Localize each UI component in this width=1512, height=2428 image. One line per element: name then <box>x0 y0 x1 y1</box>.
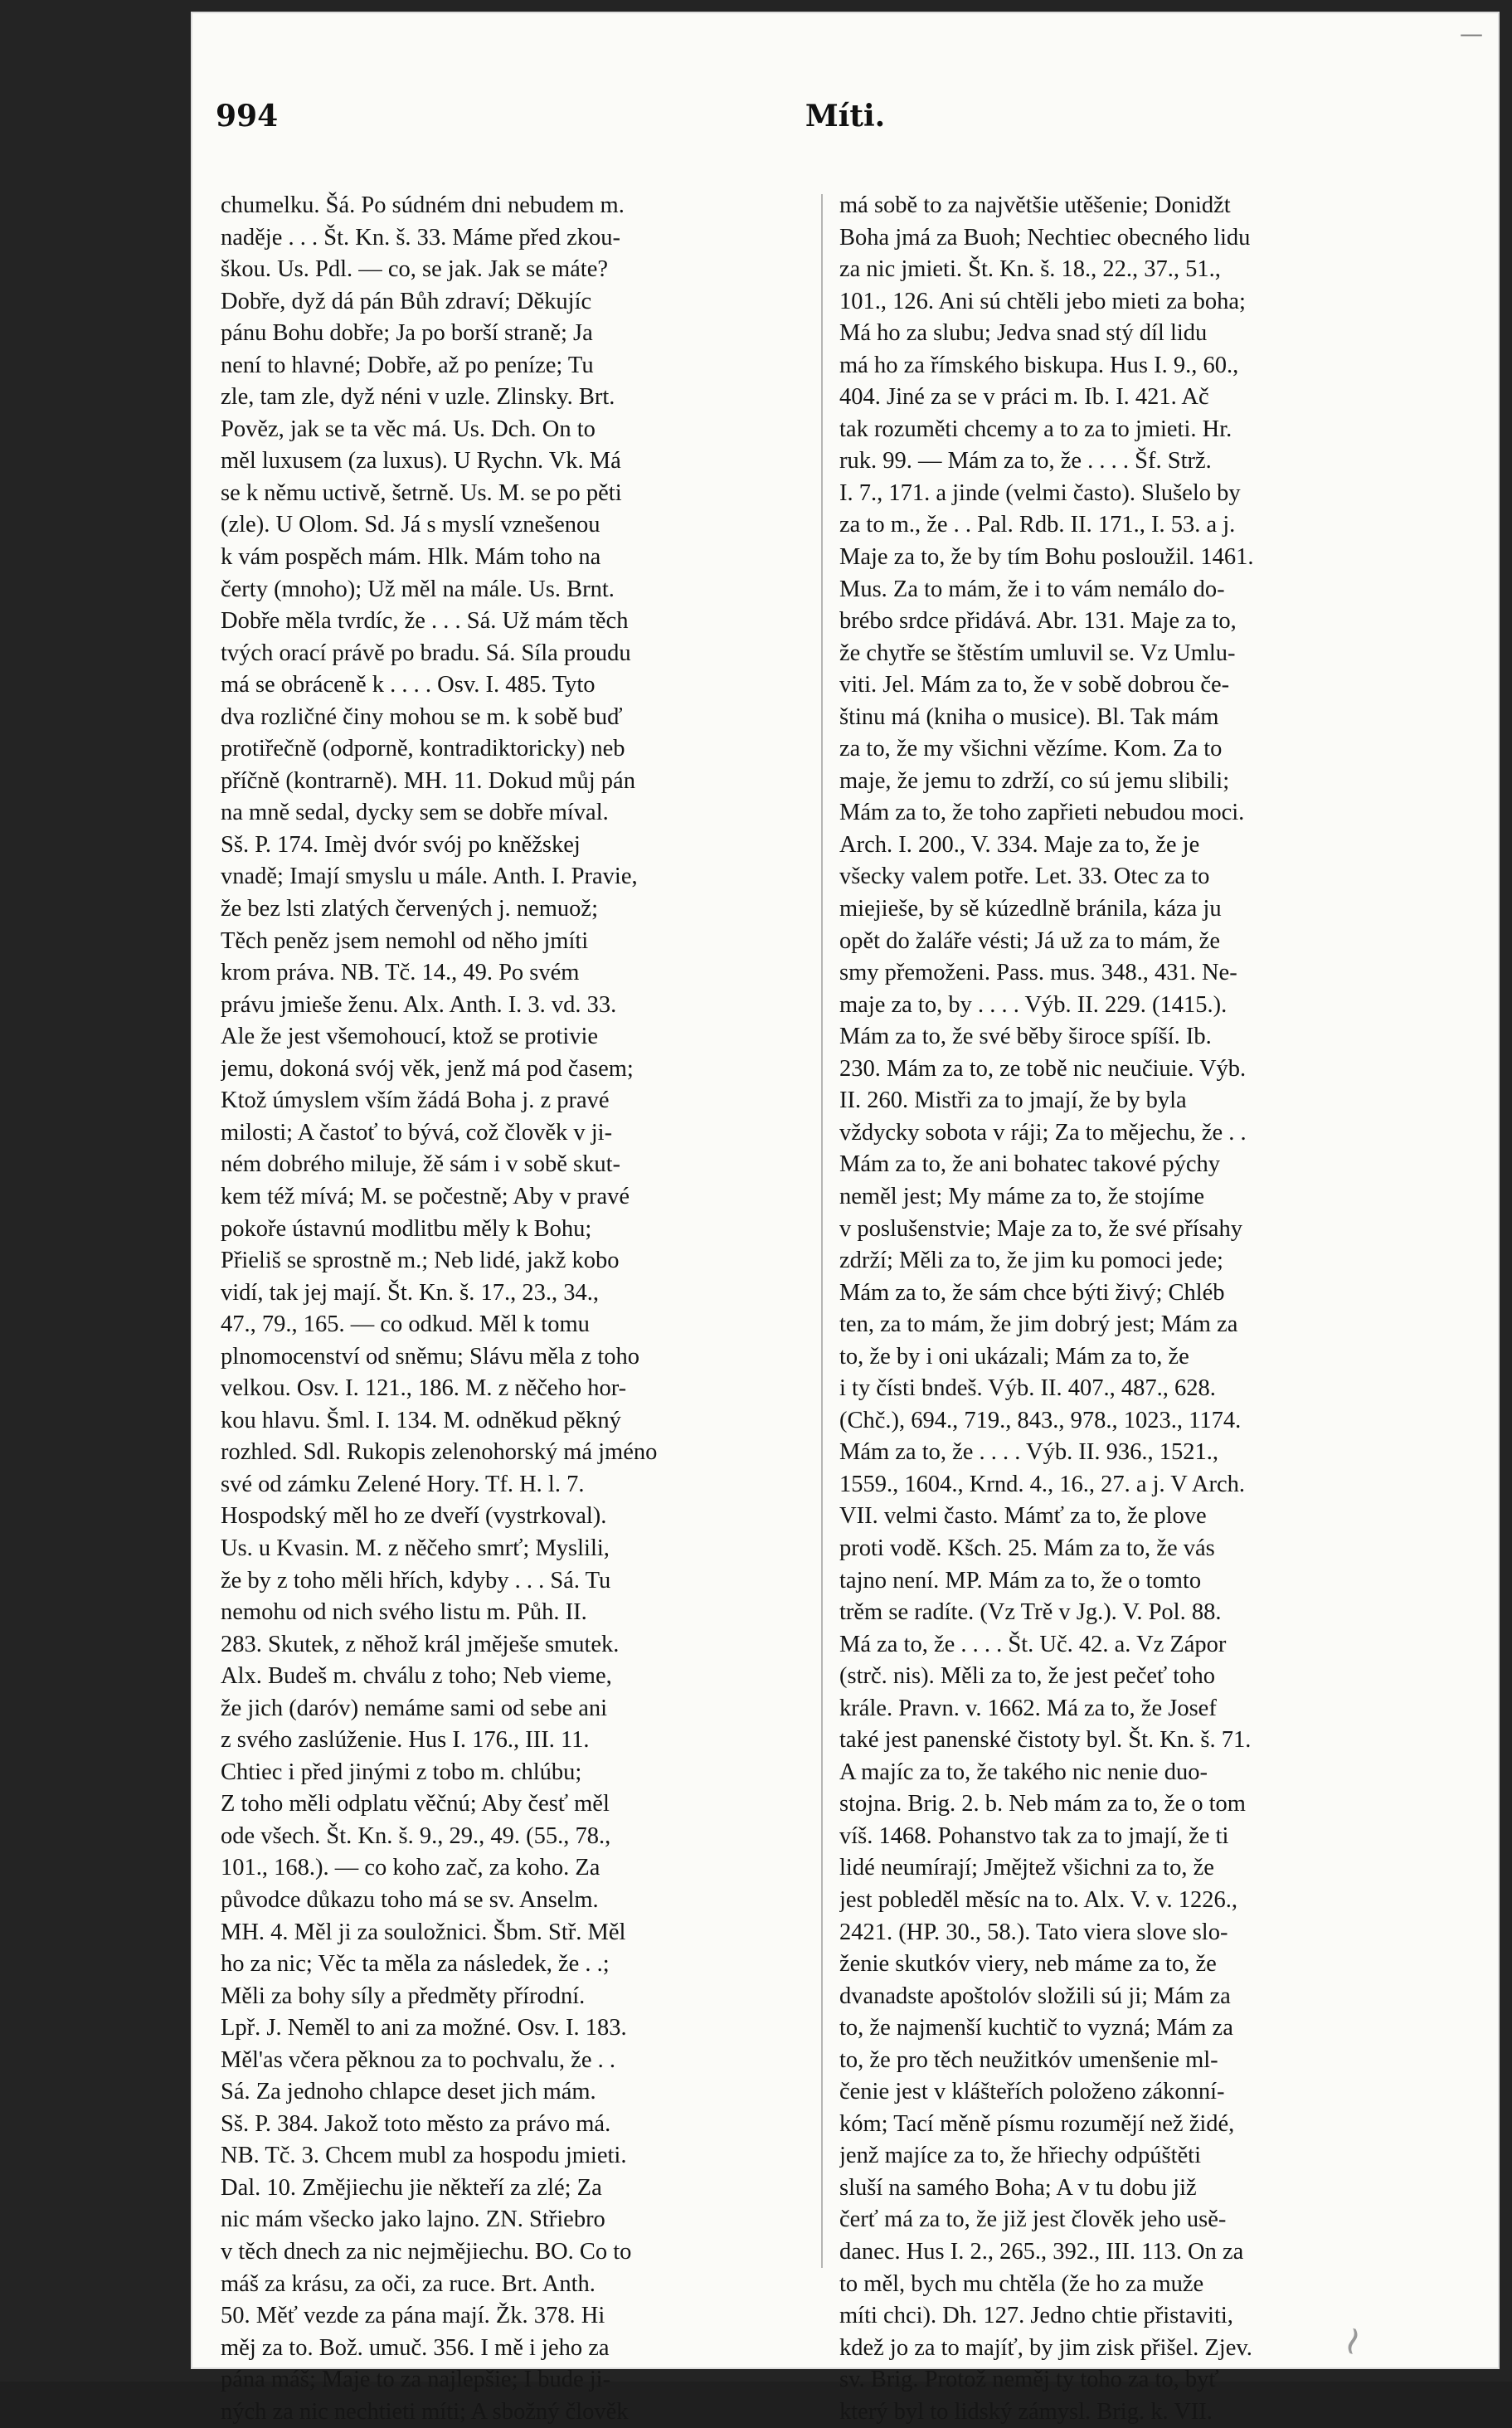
text-line: nic mám všecko jako lajno. ZN. Střiebro <box>221 2207 605 2233</box>
text-line: který byl to lidský zámysl. Brig. k. VII. <box>839 2398 1213 2425</box>
text-line: zdrží; Měli za to, že jim ku pomoci jede; <box>839 1248 1223 1274</box>
text-line: vnadě; Imají smyslu u mále. Anth. I. Pravie, <box>221 864 638 890</box>
text-line: Mám za to, že . . . . Výb. II. 936., 1521., <box>839 1439 1218 1466</box>
text-line: dvanadste apoštolóv složili sú ji; Mám za <box>839 1983 1231 2009</box>
text-line: za nic jmieti. Št. Kn. š. 18., 22., 37., 51., <box>839 256 1221 283</box>
text-line: kdež jo za to majíť, by jim zisk přišel. Zjev. <box>839 2334 1252 2361</box>
text-line: míti chci). Dh. 127. Jedno chtie přistaviti, <box>839 2303 1233 2329</box>
text-line: v poslušenstvie; Maje za to, že své přísahy <box>839 1215 1242 1242</box>
text-line: víš. 1468. Pohanstvo tak za to jmají, že ti <box>839 1822 1229 1849</box>
text-line: původce důkazu toho má se sv. Anselm. <box>221 1886 599 1913</box>
text-line: 47., 79., 165. — co odkud. Měl k tomu <box>221 1311 590 1338</box>
text-line: miejieše, by sě kúzedlně bránila, káza ju <box>839 896 1222 922</box>
text-line: Měl'as včera pěknou za to pochvalu, že . . <box>221 2046 615 2073</box>
text-line: II. 260. Mistři za to jmají, že by byla <box>839 1087 1187 1114</box>
right-column <box>839 190 1437 2428</box>
text-line: za to, že my všichni vězíme. Kom. Za to <box>839 736 1223 762</box>
text-line: čenie jest v klášteřích položeno zákonní- <box>839 2079 1225 2105</box>
text-line: (Chč.), 694., 719., 843., 978., 1023., 1174. <box>839 1407 1242 1433</box>
text-line: naděje . . . Št. Kn. š. 33. Máme před zkou- <box>221 224 621 251</box>
text-line: z svého zaslúženie. Hus I. 176., III. 11. <box>221 1727 590 1754</box>
text-line: že jich (daróv) nemáme sami od sebe ani <box>221 1695 608 1721</box>
text-line: vždycky sobota v ráji; Za to mějechu, že . . <box>839 1119 1247 1146</box>
text-line: máš za krásu, za oči, za ruce. Brt. Anth. <box>221 2270 596 2297</box>
text-line: 1559., 1604., Krnd. 4., 16., 27. a j. V Arch. <box>839 1471 1245 1497</box>
text-line: ženie skutkóv viery, neb máme za to, že <box>839 1951 1217 1978</box>
text-line: rozhled. Sdl. Rukopis zelenohorský má jméno <box>221 1439 658 1466</box>
text-line: Těch peněz jsem nemohl od něho jmíti <box>221 927 589 954</box>
text-line: čerť má za to, že již jest člověk jeho usě- <box>839 2207 1227 2233</box>
text-line: že by z toho měli hřích, kdyby . . . Sá. Tu <box>221 1567 611 1594</box>
text-line: (strč. nis). Měli za to, že jest pečeť toho <box>839 1663 1215 1690</box>
text-line: má se obráceně k . . . . Osv. I. 485. Tyto <box>221 672 596 698</box>
column-divider <box>821 194 823 2268</box>
text-line: to, že by i oni ukázali; Mám za to, že <box>839 1343 1189 1370</box>
text-line: lidé neumírají; Jmějtež všichni za to, že <box>839 1855 1214 1881</box>
text-line: příčně (kontrarně). MH. 11. Dokud můj pán <box>221 767 635 794</box>
text-line: Mám za to, že toho zapřieti nebudou moci. <box>839 800 1245 826</box>
text-line: plnomocenství od sněmu; Slávu měla z toho <box>221 1343 640 1370</box>
text-line: Us. u Kvasin. M. z něčeho smrť; Myslili, <box>221 1535 610 1561</box>
book-page <box>191 12 1500 2425</box>
text-line: Mám za to, že své běby široce spíší. Ib. <box>839 1024 1212 1050</box>
text-line: pánu Bohu dobře; Ja po borší straně; Ja <box>221 320 593 347</box>
text-line: pána máš; Maje to za najlepšie; I bude ji- <box>221 2367 611 2393</box>
text-line: maje za to, by . . . . Výb. II. 229. (1415.). <box>839 991 1228 1018</box>
text-line: Sš. P. 384. Jakož toto město za právo má. <box>221 2110 611 2137</box>
text-line: Mám za to, že sám chce býti živý; Chléb <box>839 1279 1225 1306</box>
text-line: své od zámku Zelené Hory. Tf. H. l. 7. <box>221 1471 585 1497</box>
text-line: VII. velmi často. Mámť za to, že plove <box>839 1503 1207 1530</box>
text-line: ných za nic nechtieti míti; A sbožný člověk <box>221 2398 629 2425</box>
text-line: NB. Tč. 3. Chcem mubl za hospodu jmieti. <box>221 2143 627 2169</box>
text-line: jenž majíce za to, že hřiechy odpúštěti <box>839 2143 1202 2169</box>
text-line: to, že pro těch neužitkóv umenšenie ml- <box>839 2046 1218 2073</box>
text-line: ném dobrého miluje, žě sám i v sobě skut- <box>221 1151 621 1178</box>
text-line: všecky valem potře. Let. 33. Otec za to <box>839 864 1210 890</box>
text-line: jest pobleděl měsíc na to. Alx. V. v. 1226., <box>839 1886 1237 1913</box>
text-line: opět do žaláře vésti; Já už za to mám, že <box>839 927 1220 954</box>
text-line: proti vodě. Kšch. 25. Mám za to, že vás <box>839 1535 1215 1561</box>
text-line: sluší na samého Boha; A v tu dobu již <box>839 2174 1197 2201</box>
text-line: má ho za římského biskupa. Hus I. 9., 60., <box>839 352 1239 378</box>
text-line: Dobře, dyž dá pán Bůh zdraví; Děkujíc <box>221 288 592 314</box>
text-line: 283. Skutek, z něhož král jměješe smutek. <box>221 1631 620 1657</box>
text-line: krom práva. NB. Tč. 14., 49. Po svém <box>221 960 580 986</box>
text-line: Má za to, že . . . . Št. Uč. 42. a. Vz Zápor <box>839 1631 1227 1657</box>
text-line: kóm; Tací měně písmu rozumějí než židé, <box>839 2110 1235 2137</box>
left-column <box>221 190 818 2428</box>
text-line: zle, tam zle, dyž néni v uzle. Zlinsky. Brt. <box>221 384 615 411</box>
text-line: kou hlavu. Šml. I. 134. M. odněkud pěkný <box>221 1407 621 1433</box>
text-line: v těch dnech za nic nejmějiechu. BO. Co to <box>221 2239 632 2265</box>
text-line: smy přemoženi. Pass. mus. 348., 431. Ne- <box>839 960 1237 986</box>
text-line: sv. Brig. Protož neměj ty toho za to, byť <box>839 2367 1219 2393</box>
text-line: Lpř. J. Neměl to ani za možné. Osv. I. 183. <box>221 2015 627 2041</box>
text-line: měl luxusem (za luxus). U Rychn. Vk. Má <box>221 448 621 474</box>
text-line: Ale že jest všemohoucí, ktož se protivie <box>221 1024 599 1050</box>
text-line: danec. Hus I. 2., 265., 392., III. 113. On za <box>839 2239 1244 2265</box>
text-line: Má ho za slubu; Jedva snad stý díl lidu <box>839 320 1208 347</box>
text-line: ho za nic; Věc ta měla za následek, že . .; <box>221 1951 610 1978</box>
text-line: Hospodský měl ho ze dveří (vystrkoval). <box>221 1503 607 1530</box>
text-line: i ty čísti bndeš. Výb. II. 407., 487., 628. <box>839 1375 1216 1402</box>
text-line: chumelku. Šá. Po súdném dni nebudem m. <box>221 192 625 218</box>
text-line: tvých orací právě po bradu. Sá. Síla proudu <box>221 640 631 666</box>
text-line: štinu má (kniha o musice). Bl. Tak mám <box>839 703 1219 730</box>
text-line: Sá. Za jednoho chlapce deset jich mám. <box>221 2079 596 2105</box>
text-line: na mně sedal, dycky sem se dobře míval. <box>221 800 609 826</box>
text-line: I. 7., 171. a jinde (velmi často). Slušelo by <box>839 479 1241 506</box>
text-line: (zle). U Olom. Sd. Já s myslí vznešenou <box>221 512 600 538</box>
text-line: to měl, bych mu chtěla (že ho za muže <box>839 2270 1204 2297</box>
text-line: 50. Měť vezde za pána mají. Žk. 378. Hi <box>221 2303 605 2329</box>
text-line: 2421. (HP. 30., 58.). Tato viera slove slo- <box>839 1919 1228 1945</box>
text-line: k vám pospěch mám. Hlk. Mám toho na <box>221 544 601 571</box>
running-title: Míti. <box>805 99 886 134</box>
text-line: tajno není. MP. Mám za to, že o tomto <box>839 1567 1202 1594</box>
text-line: Ktož úmyslem vším žádá Boha j. z pravé <box>221 1087 610 1114</box>
text-line: Dal. 10. Změjiechu jie někteří za zlé; Za <box>221 2174 602 2201</box>
text-line: dva rozličné činy mohou se m. k sobě buď <box>221 703 623 730</box>
text-line: stojna. Brig. 2. b. Neb mám za to, že o tom <box>839 1791 1246 1817</box>
text-line: trěm se radíte. (Vz Trě v Jg.). V. Pol. 88. <box>839 1599 1222 1626</box>
text-line: ode všech. Št. Kn. š. 9., 29., 49. (55., 78., <box>221 1822 611 1849</box>
text-line: vidí, tak jej mají. Št. Kn. š. 17., 23., 34., <box>221 1279 599 1306</box>
text-line: brébo srdce přidává. Abr. 131. Maje za to, <box>839 608 1237 635</box>
text-line: ruk. 99. — Mám za to, že . . . . Šf. Strž. <box>839 448 1212 474</box>
text-line: tak rozuměti chcemy a to za to jmieti. Hr. <box>839 416 1232 442</box>
text-line: Alx. Budeš m. chválu z toho; Neb vieme, <box>221 1663 612 1690</box>
text-line: protiřečně (odporně, kontradiktoricky) neb <box>221 736 625 762</box>
handwritten-scribble: ~ <box>1325 2319 1379 2363</box>
text-line: to, že najmenší kuchtič to vyzná; Mám za <box>839 2015 1233 2041</box>
text-line: čerty (mnoho); Už měl na mále. Us. Brnt. <box>221 576 615 602</box>
text-line: Pověz, jak se ta věc má. Us. Dch. On to <box>221 416 596 442</box>
text-line: Dobře měla tvrdíc, že . . . Sá. Už mám těch <box>221 608 629 635</box>
text-line: A majíc za to, že takého nic nenie duo- <box>839 1759 1208 1785</box>
text-line: měj za to. Bož. umuč. 356. I mě i jeho za <box>221 2334 610 2361</box>
text-line: MH. 4. Měl ji za souložnici. Šbm. Stř. Měl <box>221 1919 626 1945</box>
text-line: ten, za to mám, že jim dobrý jest; Mám za <box>839 1311 1238 1338</box>
text-line: Mám za to, že ani bohatec takové pýchy <box>839 1151 1220 1178</box>
text-line: za to m., že . . Pal. Rdb. II. 171., I. 53. a j. <box>839 512 1236 538</box>
text-line: že chytře se štěstím umluvil se. Vz Umlu- <box>839 640 1236 666</box>
text-line: Arch. I. 200., V. 334. Maje za to, že je <box>839 831 1200 858</box>
text-line: se k němu uctivě, šetrně. Us. M. se po pěti <box>221 479 622 506</box>
text-line: škou. Us. Pdl. — co, se jak. Jak se máte? <box>221 256 609 283</box>
text-line: Maje za to, že by tím Bohu posloužil. 1461. <box>839 544 1254 571</box>
text-line: nemohu od nich svého listu m. Půh. II. <box>221 1599 587 1626</box>
text-line: 404. Jiné za se v práci m. Ib. I. 421. Ač <box>839 384 1209 411</box>
text-line: není to hlavné; Dobře, až po peníze; Tu <box>221 352 594 378</box>
text-line: 230. Mám za to, ze tobě nic neučiuie. Výb. <box>839 1055 1247 1082</box>
text-line: Boha jmá za Buoh; Nechtiec obecného lidu <box>839 224 1251 251</box>
text-line: Sš. P. 174. Imèj dvór svój po kněžskej <box>221 831 581 858</box>
text-line: 101., 126. Ani sú chtěli jebo mieti za boha; <box>839 288 1246 314</box>
text-line: že bez lsti zlatých červených j. nemuož; <box>221 896 598 922</box>
text-line: viti. Jel. Mám za to, že v sobě dobrou če- <box>839 672 1230 698</box>
text-line: maje, že jemu to zdrží, co sú jemu slibili; <box>839 767 1230 794</box>
text-line: velkou. Osv. I. 121., 186. M. z něčeho hor- <box>221 1375 627 1402</box>
corner-mark: — <box>1460 20 1483 47</box>
text-line: právu jmieše ženu. Alx. Anth. I. 3. vd. 33. <box>221 991 617 1018</box>
text-line: pokoře ústavnú modlitbu měly k Bohu; <box>221 1215 592 1242</box>
text-line: Mus. Za to mám, že i to vám nemálo do- <box>839 576 1225 602</box>
text-line: neměl jest; My máme za to, že stojíme <box>839 1183 1205 1209</box>
text-line: jemu, dokoná svój věk, jenž má pod časem; <box>221 1055 634 1082</box>
text-line: 101., 168.). — co koho zač, za koho. Za <box>221 1855 600 1881</box>
text-line: krále. Pravn. v. 1662. Má za to, že Josef <box>839 1695 1217 1721</box>
text-line: Měli za bohy síly a předměty přírodní. <box>221 1983 586 2009</box>
text-line: Chtiec i před jinými z tobo m. chlúbu; <box>221 1759 582 1785</box>
text-line: Přieliš se sprostně m.; Neb lidé, jakž kobo <box>221 1248 620 1274</box>
text-line: má sobě to za najvětšie utěšenie; Donidžt <box>839 192 1231 218</box>
text-line: také jest panenské čistoty byl. Št. Kn. š. 71. <box>839 1727 1252 1754</box>
text-line: Z toho měli odplatu věčnú; Aby česť měl <box>221 1791 610 1817</box>
page-number: 994 <box>216 99 279 134</box>
text-line: kem též mívá; M. se počestně; Aby v pravé <box>221 1183 630 1209</box>
text-line: milosti; A častoť to bývá, což člověk v ji- <box>221 1119 613 1146</box>
